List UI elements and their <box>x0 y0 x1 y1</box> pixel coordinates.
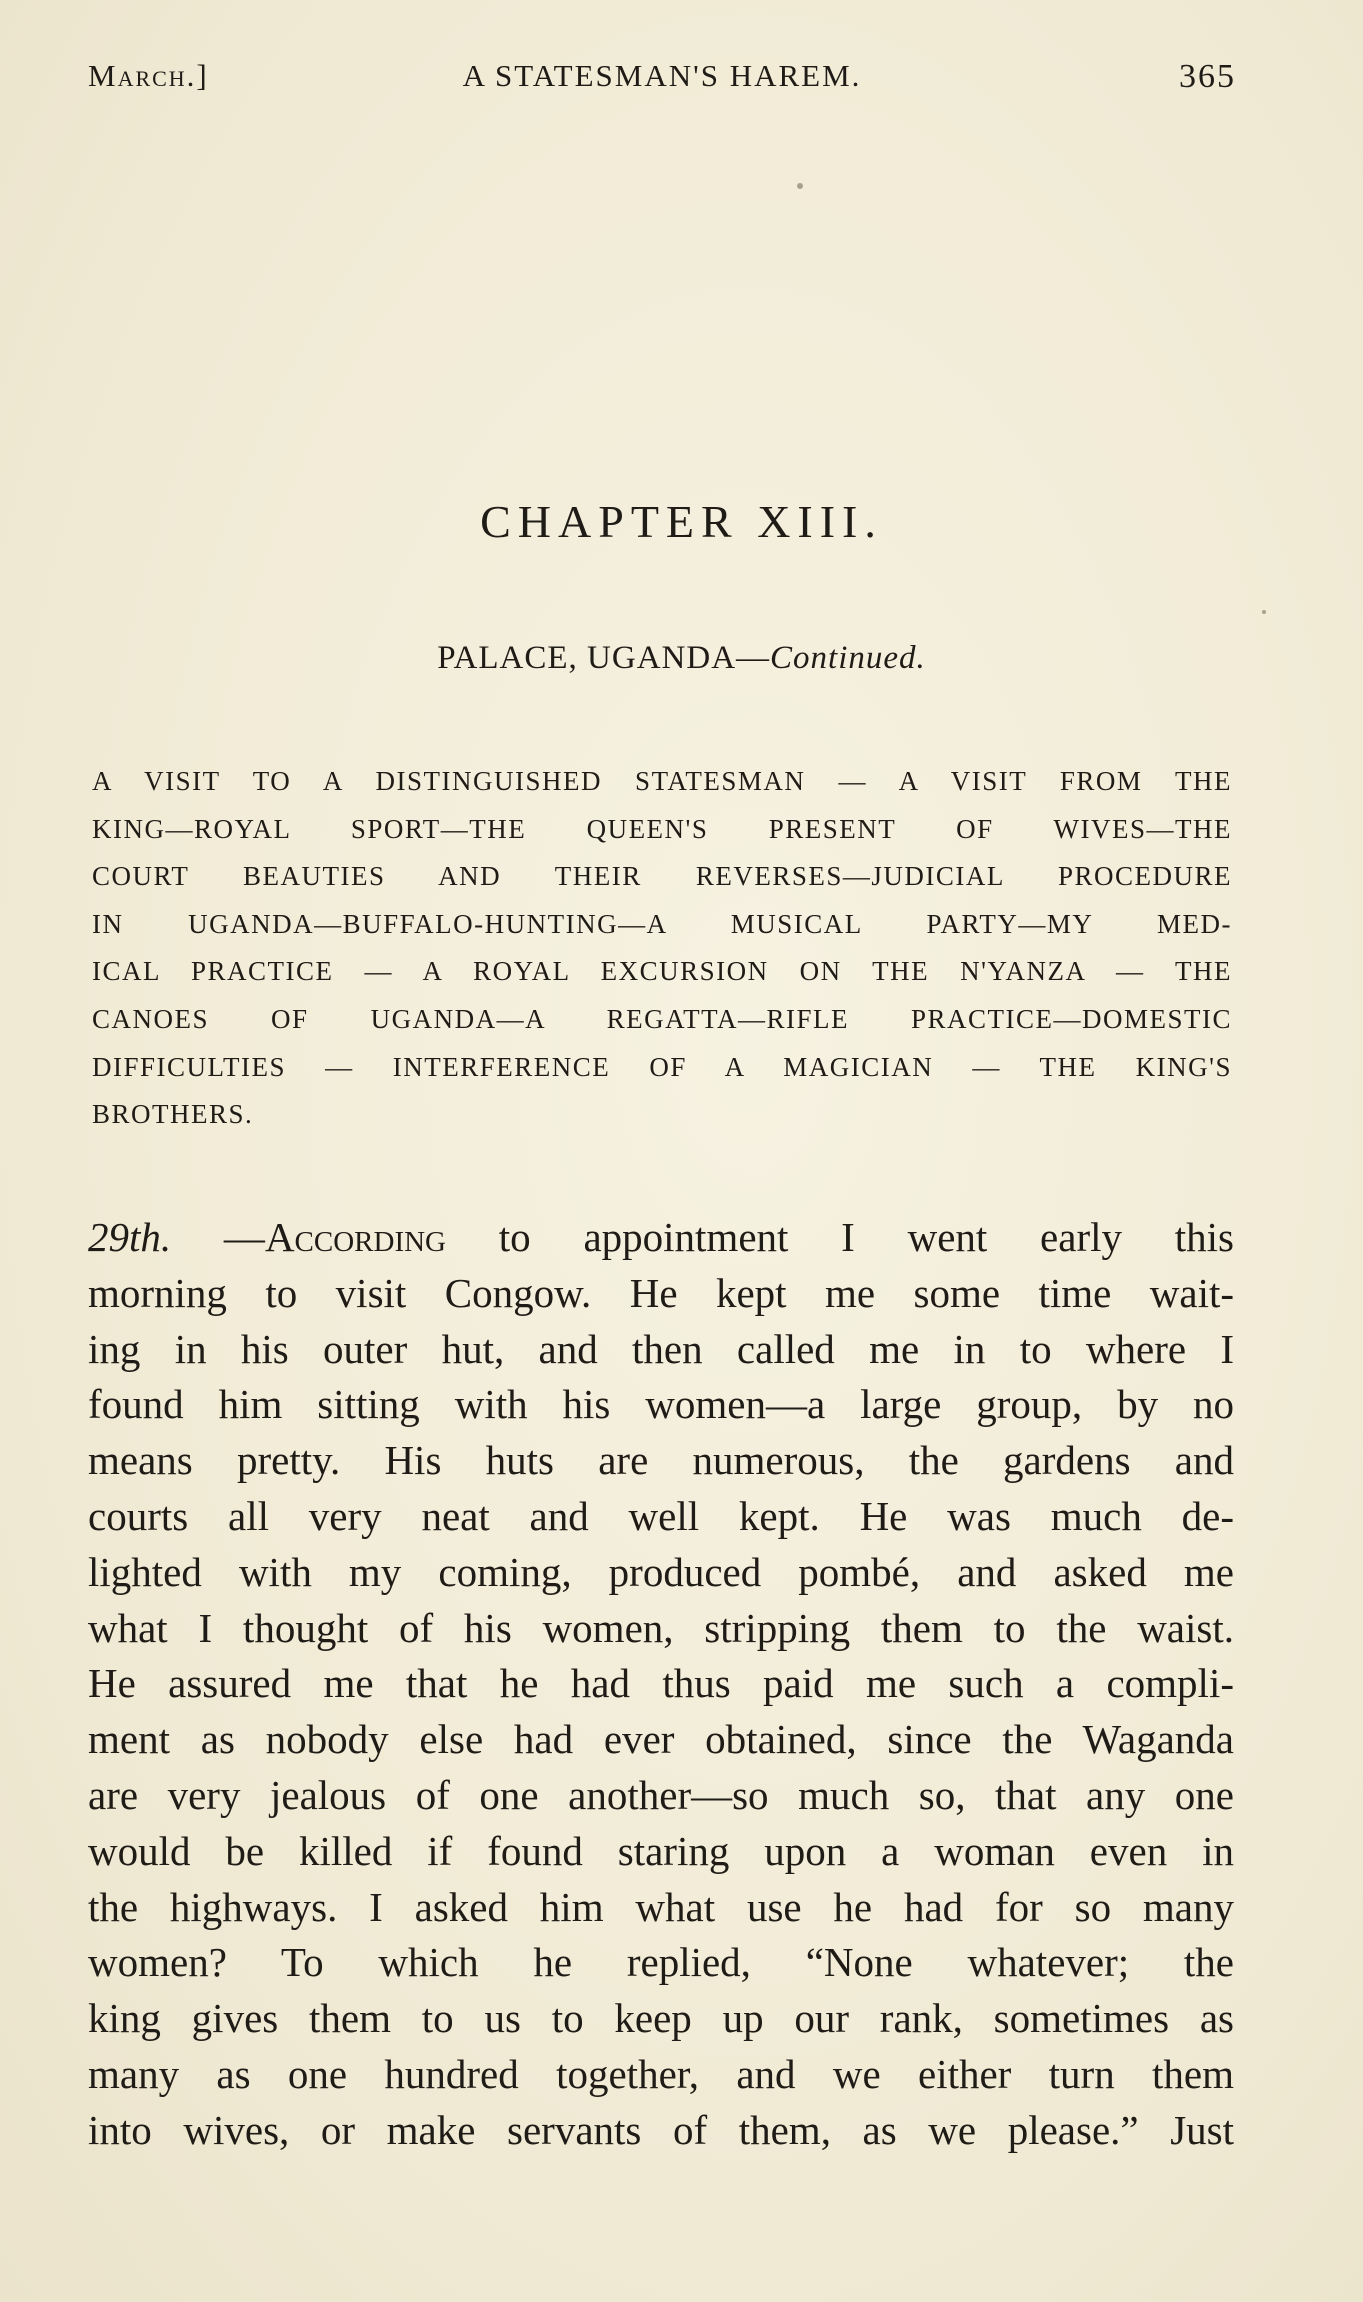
body-line: are very jealous of one another—so much so, that any one <box>88 1771 1234 1818</box>
body-line-first <box>88 1210 1234 1266</box>
body-line: ing in his outer hut, and then called me in to where I <box>88 1325 1234 1372</box>
body-line: would be killed if found staring upon a woman even in <box>88 1827 1234 1874</box>
body-line: found him sitting with his women—a large group, by no <box>88 1381 1234 1428</box>
body-line: lighted with my coming, produced pombé, and asked me <box>88 1548 1234 1595</box>
paper-speck <box>797 183 803 189</box>
running-head-month: March.] <box>88 58 209 93</box>
chapter-summary <box>92 758 1232 1139</box>
subtitle-main: PALACE, UGANDA— <box>437 640 771 676</box>
body-line: morning to visit Congow. He kept me some time wait- <box>88 1269 1234 1316</box>
summary-line: A VISIT TO A DISTINGUISHED STATESMAN — A VISIT FROM THE <box>92 766 1232 796</box>
body-line: what I thought of his women, stripping them to the waist. <box>88 1604 1234 1651</box>
summary-line: IN UGANDA—BUFFALO-HUNTING—A MUSICAL PARTY—MY MED- <box>92 908 1232 939</box>
summary-line: ICAL PRACTICE — A ROYAL EXCURSION ON THE N'YANZA — THE <box>92 956 1232 987</box>
opening-word: According <box>264 1214 447 1260</box>
body-paragraph <box>88 1210 1234 2159</box>
body-line: He assured me that he had thus paid me such a compli- <box>88 1660 1234 1707</box>
chapter-subtitle <box>0 640 1363 677</box>
running-head <box>88 50 1236 100</box>
body-line: many as one hundred together, and we either turn them <box>88 2050 1234 2097</box>
summary-line: BROTHERS. <box>92 1099 254 1130</box>
subtitle-continued: Continued. <box>770 640 926 676</box>
summary-line: COURT BEAUTIES AND THEIR REVERSES—JUDICIAL PROCEDURE <box>92 861 1232 892</box>
first-line-rest: to appointment I went early this <box>446 1214 1234 1260</box>
body-line: courts all very neat and well kept. He was much de- <box>88 1492 1234 1539</box>
body-line: king gives them to us to keep up our rank, sometimes as <box>88 1995 1234 2042</box>
body-line: the highways. I asked him what use he had for so many <box>88 1883 1234 1930</box>
body-line: ment as nobody else had ever obtained, since the Waganda <box>88 1716 1234 1763</box>
date-dash: — <box>171 1214 265 1260</box>
body-line: women? To which he replied, “None whatever; the <box>88 1939 1234 1986</box>
summary-line: DIFFICULTIES — INTERFERENCE OF A MAGICIAN — THE KING'S <box>92 1051 1232 1082</box>
body-line: into wives, or make servants of them, as we please.” Just <box>88 2106 1234 2153</box>
entry-date: 29th. <box>88 1214 172 1260</box>
body-line: means pretty. His huts are numerous, the gardens and <box>88 1437 1234 1484</box>
summary-line: KING—ROYAL SPORT—THE QUEEN'S PRESENT OF WIVES—THE <box>92 813 1232 844</box>
summary-line: CANOES OF UGANDA—A REGATTA—RIFLE PRACTICE—DOMESTIC <box>92 1003 1232 1034</box>
running-head-title: A STATESMAN'S HAREM. <box>462 58 862 93</box>
paper-speck <box>1262 610 1266 614</box>
page-number: 365 <box>1179 58 1236 95</box>
chapter-title: CHAPTER XIII. <box>480 496 883 547</box>
